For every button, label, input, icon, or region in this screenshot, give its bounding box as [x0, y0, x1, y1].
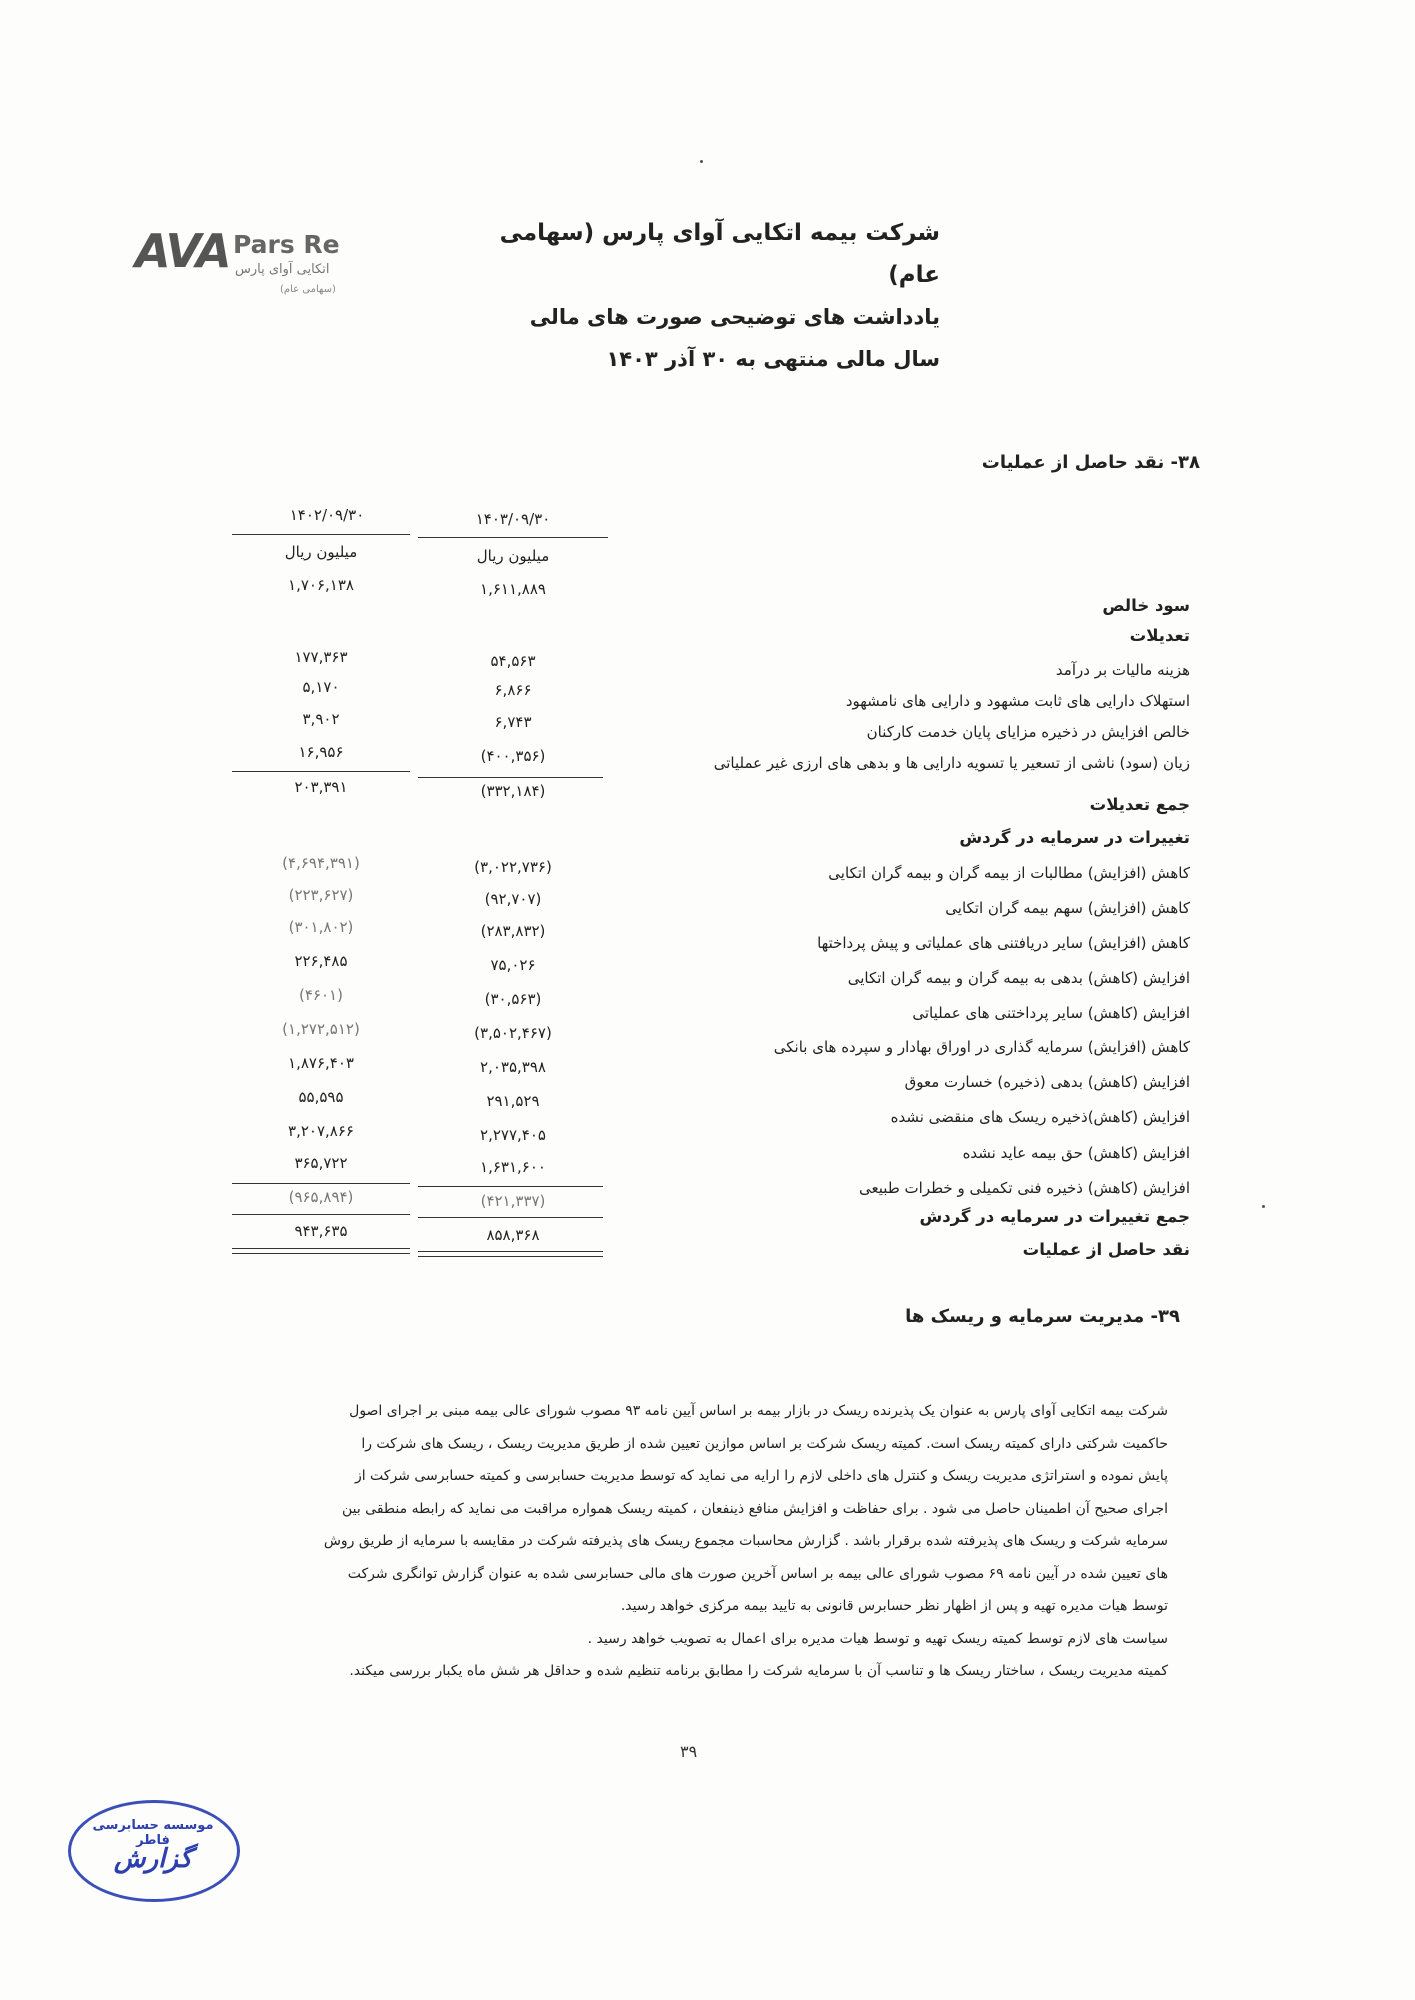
- working-capital-label: افزایش (کاهش) حق بیمه عاید نشده: [962, 1144, 1190, 1162]
- column-unit-prior: میلیون ریال: [284, 543, 358, 561]
- adjustment-current: ۵۴,۵۶۳: [490, 652, 536, 670]
- adjustment-current: ۶,۷۴۳: [494, 713, 532, 731]
- working-capital-current: ۲,۰۳۵,۳۹۸: [480, 1058, 546, 1076]
- paragraph-line: سرمایه شرکت و ریسک های پذیرفته شده برقرار باشد . گزارش محاسبات مجموع ریسک های پذیرفته شرکت در مقایسه با سرمایه از طریق روش: [323, 1533, 1168, 1549]
- scan-speck: [1262, 1205, 1265, 1208]
- working-capital-total-current: (۴۲۱,۳۳۷): [480, 1192, 546, 1210]
- note-39-body: [268, 1395, 1168, 1688]
- adjustment-prior: ۱۷۷,۳۶۳: [294, 648, 348, 666]
- working-capital-prior: ۳,۲۰۷,۸۶۶: [288, 1122, 354, 1140]
- working-capital-label: کاهش (افزایش) سهم بیمه گران اتکایی: [945, 899, 1190, 917]
- report-title: یادداشت های توضیحی صورت های مالی: [529, 305, 940, 329]
- working-capital-label: افزایش (کاهش) بدهی به بیمه گران و بیمه گران اتکایی: [847, 969, 1190, 987]
- company-name: شرکت بیمه اتکایی آوای پارس (سهامی عام): [499, 220, 940, 288]
- working-capital-label: کاهش (افزایش) مطالبات از بیمه گران و بیمه گران اتکایی: [828, 864, 1190, 882]
- working-capital-prior: (۴,۶۹۴,۳۹۱): [282, 854, 360, 872]
- working-capital-current: (۳,۰۲۲,۷۳۶): [474, 858, 552, 876]
- working-capital-total-prior: (۹۶۵,۸۹۴): [288, 1188, 354, 1206]
- subtotal-rule: [232, 771, 410, 772]
- column-date-current: ۱۴۰۳/۰۹/۳۰: [475, 510, 551, 528]
- paragraph-line: شرکت بیمه اتکایی آوای پارس به عنوان یک پذیرنده ریسک در بازار بیمه بر اساس آیین نامه ۹۳ مصوب شورای عالی بیمه مبنی بر اجرای اصول: [349, 1403, 1168, 1419]
- working-capital-title: تغییرات در سرمایه در گردش: [959, 828, 1190, 847]
- working-capital-label: کاهش (افزایش) سرمایه گذاری در اوراق بهادار و سپرده های بانکی: [773, 1038, 1190, 1056]
- adjustments-total-label: جمع تعدیلات: [1089, 795, 1190, 814]
- adjustment-prior: ۱۶,۹۵۶: [298, 743, 344, 761]
- working-capital-current: (۳,۵۰۲,۴۶۷): [474, 1024, 552, 1042]
- adjustments-title: تعدیلات: [1129, 626, 1190, 645]
- paragraph-line: توسط هیات مدیره تهیه و پس از اظهار نظر حسابرس قانونی به تایید بیمه مرکزی خواهد رسید.: [620, 1598, 1168, 1614]
- working-capital-label: افزایش (کاهش) ذخیره فنی تکمیلی و خطرات طبیعی: [859, 1179, 1190, 1197]
- working-capital-label: کاهش (افزایش) سایر دریافتنی های عملیاتی و پیش پرداختها: [817, 934, 1190, 952]
- note-38-title: ۳۸- نقد حاصل از عملیات: [981, 452, 1200, 473]
- working-capital-prior: ۵۵,۵۹۵: [298, 1088, 344, 1106]
- adjustment-label: هزینه مالیات بر درآمد: [1055, 661, 1190, 679]
- adjustment-prior: ۵,۱۷۰: [302, 678, 340, 696]
- net-profit-label: سود خالص: [1102, 596, 1190, 615]
- stamp-report: گزارش: [113, 1844, 193, 1874]
- cash-from-operations-current: ۸۵۸,۳۶۸: [486, 1226, 540, 1244]
- working-capital-prior: ۲۲۶,۴۸۵: [294, 952, 348, 970]
- double-rule: [418, 1256, 603, 1257]
- paragraph-line: کمیته مدیریت ریسک ، ساختار ریسک ها و تناسب آن با سرمایه شرکت را مطابق برنامه تنظیم شده و حداقل هر شش ماه یکبار بررسی میکند.: [349, 1663, 1168, 1679]
- working-capital-prior: ۳۶۵,۷۲۲: [294, 1154, 348, 1172]
- working-capital-current: (۹۲,۷۰۷): [484, 890, 542, 908]
- double-rule: [232, 1248, 410, 1249]
- adjustment-current: (۴۰۰,۳۵۶): [480, 747, 546, 765]
- net-profit-current: ۱,۶۱۱,۸۸۹: [480, 580, 546, 598]
- scan-speck: [700, 160, 703, 163]
- working-capital-current: ۱,۶۳۱,۶۰۰: [480, 1158, 546, 1176]
- report-period: سال مالی منتهی به ۳۰ آذر ۱۴۰۳: [606, 347, 940, 371]
- subtotal-rule: [418, 777, 603, 778]
- column-date-prior: ۱۴۰۲/۰۹/۳۰: [289, 506, 365, 524]
- column-unit-current: میلیون ریال: [476, 547, 550, 565]
- adjustments-total-prior: ۲۰۳,۳۹۱: [294, 778, 348, 796]
- working-capital-total-label: جمع تغییرات در سرمایه در گردش: [919, 1207, 1190, 1226]
- adjustments-total-current: (۳۳۲,۱۸۴): [480, 782, 546, 800]
- paragraph-line: اجرای صحیح آن اطمینان حاصل می شود . برای حفاظت و افزایش منافع ذینفعان ، کمیته ریسک همواره مراقبت می نماید که رابطه منطقی بین: [341, 1500, 1168, 1517]
- working-capital-current: (۲۸۳,۸۳۲): [480, 922, 546, 940]
- working-capital-prior: (۱,۲۷۲,۵۱۲): [282, 1020, 360, 1038]
- working-capital-current: (۳۰,۵۶۳): [484, 990, 542, 1008]
- double-rule: [418, 1251, 603, 1252]
- adjustment-current: ۶,۸۶۶: [494, 681, 532, 699]
- adjustment-label: زیان (سود) ناشی از تسعیر یا تسویه دارایی ها و بدهی های ارزی غیر عملیاتی: [713, 754, 1190, 772]
- working-capital-label: افزایش (کاهش)ذخیره ریسک های منقضی نشده: [890, 1108, 1190, 1126]
- working-capital-current: ۷۵,۰۲۶: [490, 956, 536, 974]
- subtotal-rule: [418, 1186, 603, 1187]
- company-logo: [135, 210, 365, 310]
- total-rule: [418, 1217, 603, 1218]
- logo-name: Pars Re: [233, 230, 340, 259]
- adjustment-label: خالص افزایش در ذخیره مزایای پایان خدمت کارکنان: [866, 723, 1190, 741]
- logo-subtitle-2: (سهامی عام): [280, 284, 336, 295]
- page-header: [470, 212, 940, 380]
- note-39-title: ۳۹- مدیریت سرمایه و ریسک ها: [905, 1306, 1180, 1327]
- working-capital-prior: ۱,۸۷۶,۴۰۳: [288, 1054, 354, 1072]
- paragraph-line: حاکمیت شرکتی دارای کمیته ریسک است. کمیته ریسک شرکت بر اساس موازین تعیین شده از طریق مدیریت ریسک ، ریسک های شرکت را: [361, 1435, 1168, 1452]
- logo-brand: AVA: [135, 224, 230, 278]
- working-capital-prior: (۴۶۰۱): [299, 986, 343, 1004]
- paragraph-line: پایش نموده و استراتژی مدیریت ریسک و کنترل های داخلی لازم را ارایه می نماید که توسط مدیریت حسابرسی و کمیته حسابرسی شرکت از: [354, 1468, 1168, 1484]
- logo-subtitle: اتکایی آوای پارس: [235, 262, 330, 277]
- double-rule: [232, 1253, 410, 1254]
- cash-from-operations-prior: ۹۴۳,۶۳۵: [294, 1222, 348, 1240]
- working-capital-current: ۲۹۱,۵۲۹: [486, 1092, 540, 1110]
- adjustment-label: استهلاک دارایی های ثابت مشهود و دارایی های نامشهود: [845, 692, 1190, 710]
- working-capital-label: افزایش (کاهش) بدهی (ذخیره) خسارت معوق: [904, 1073, 1190, 1091]
- paragraph-line: سیاست های لازم توسط کمیته ریسک تهیه و توسط هیات مدیره برای اعمال به تصویب خواهد رسید .: [587, 1630, 1168, 1647]
- working-capital-label: افزایش (کاهش) سایر پرداختنی های عملیاتی: [912, 1004, 1190, 1022]
- adjustment-prior: ۳,۹۰۲: [302, 710, 340, 728]
- working-capital-prior: (۲۲۳,۶۲۷): [288, 886, 354, 904]
- auditor-stamp: [68, 1800, 238, 1900]
- working-capital-current: ۲,۲۷۷,۴۰۵: [480, 1126, 546, 1144]
- header-rule: [232, 534, 410, 535]
- stamp-firm: موسسه حسابرسی فاطر: [92, 1818, 214, 1848]
- cash-from-operations-label: نقد حاصل از عملیات: [1022, 1240, 1190, 1259]
- total-rule: [232, 1214, 410, 1215]
- net-profit-prior: ۱,۷۰۶,۱۳۸: [288, 576, 354, 594]
- paragraph-line: های تعیین شده در آیین نامه ۶۹ مصوب شورای عالی بیمه بر اساس آخرین صورت های مالی حسابرسی شده به عنوان گزارش توانگری شرکت: [347, 1565, 1168, 1582]
- page-number: ۳۹: [680, 1742, 698, 1761]
- header-rule: [418, 537, 608, 538]
- working-capital-prior: (۳۰۱,۸۰۲): [288, 918, 354, 936]
- subtotal-rule: [232, 1183, 410, 1184]
